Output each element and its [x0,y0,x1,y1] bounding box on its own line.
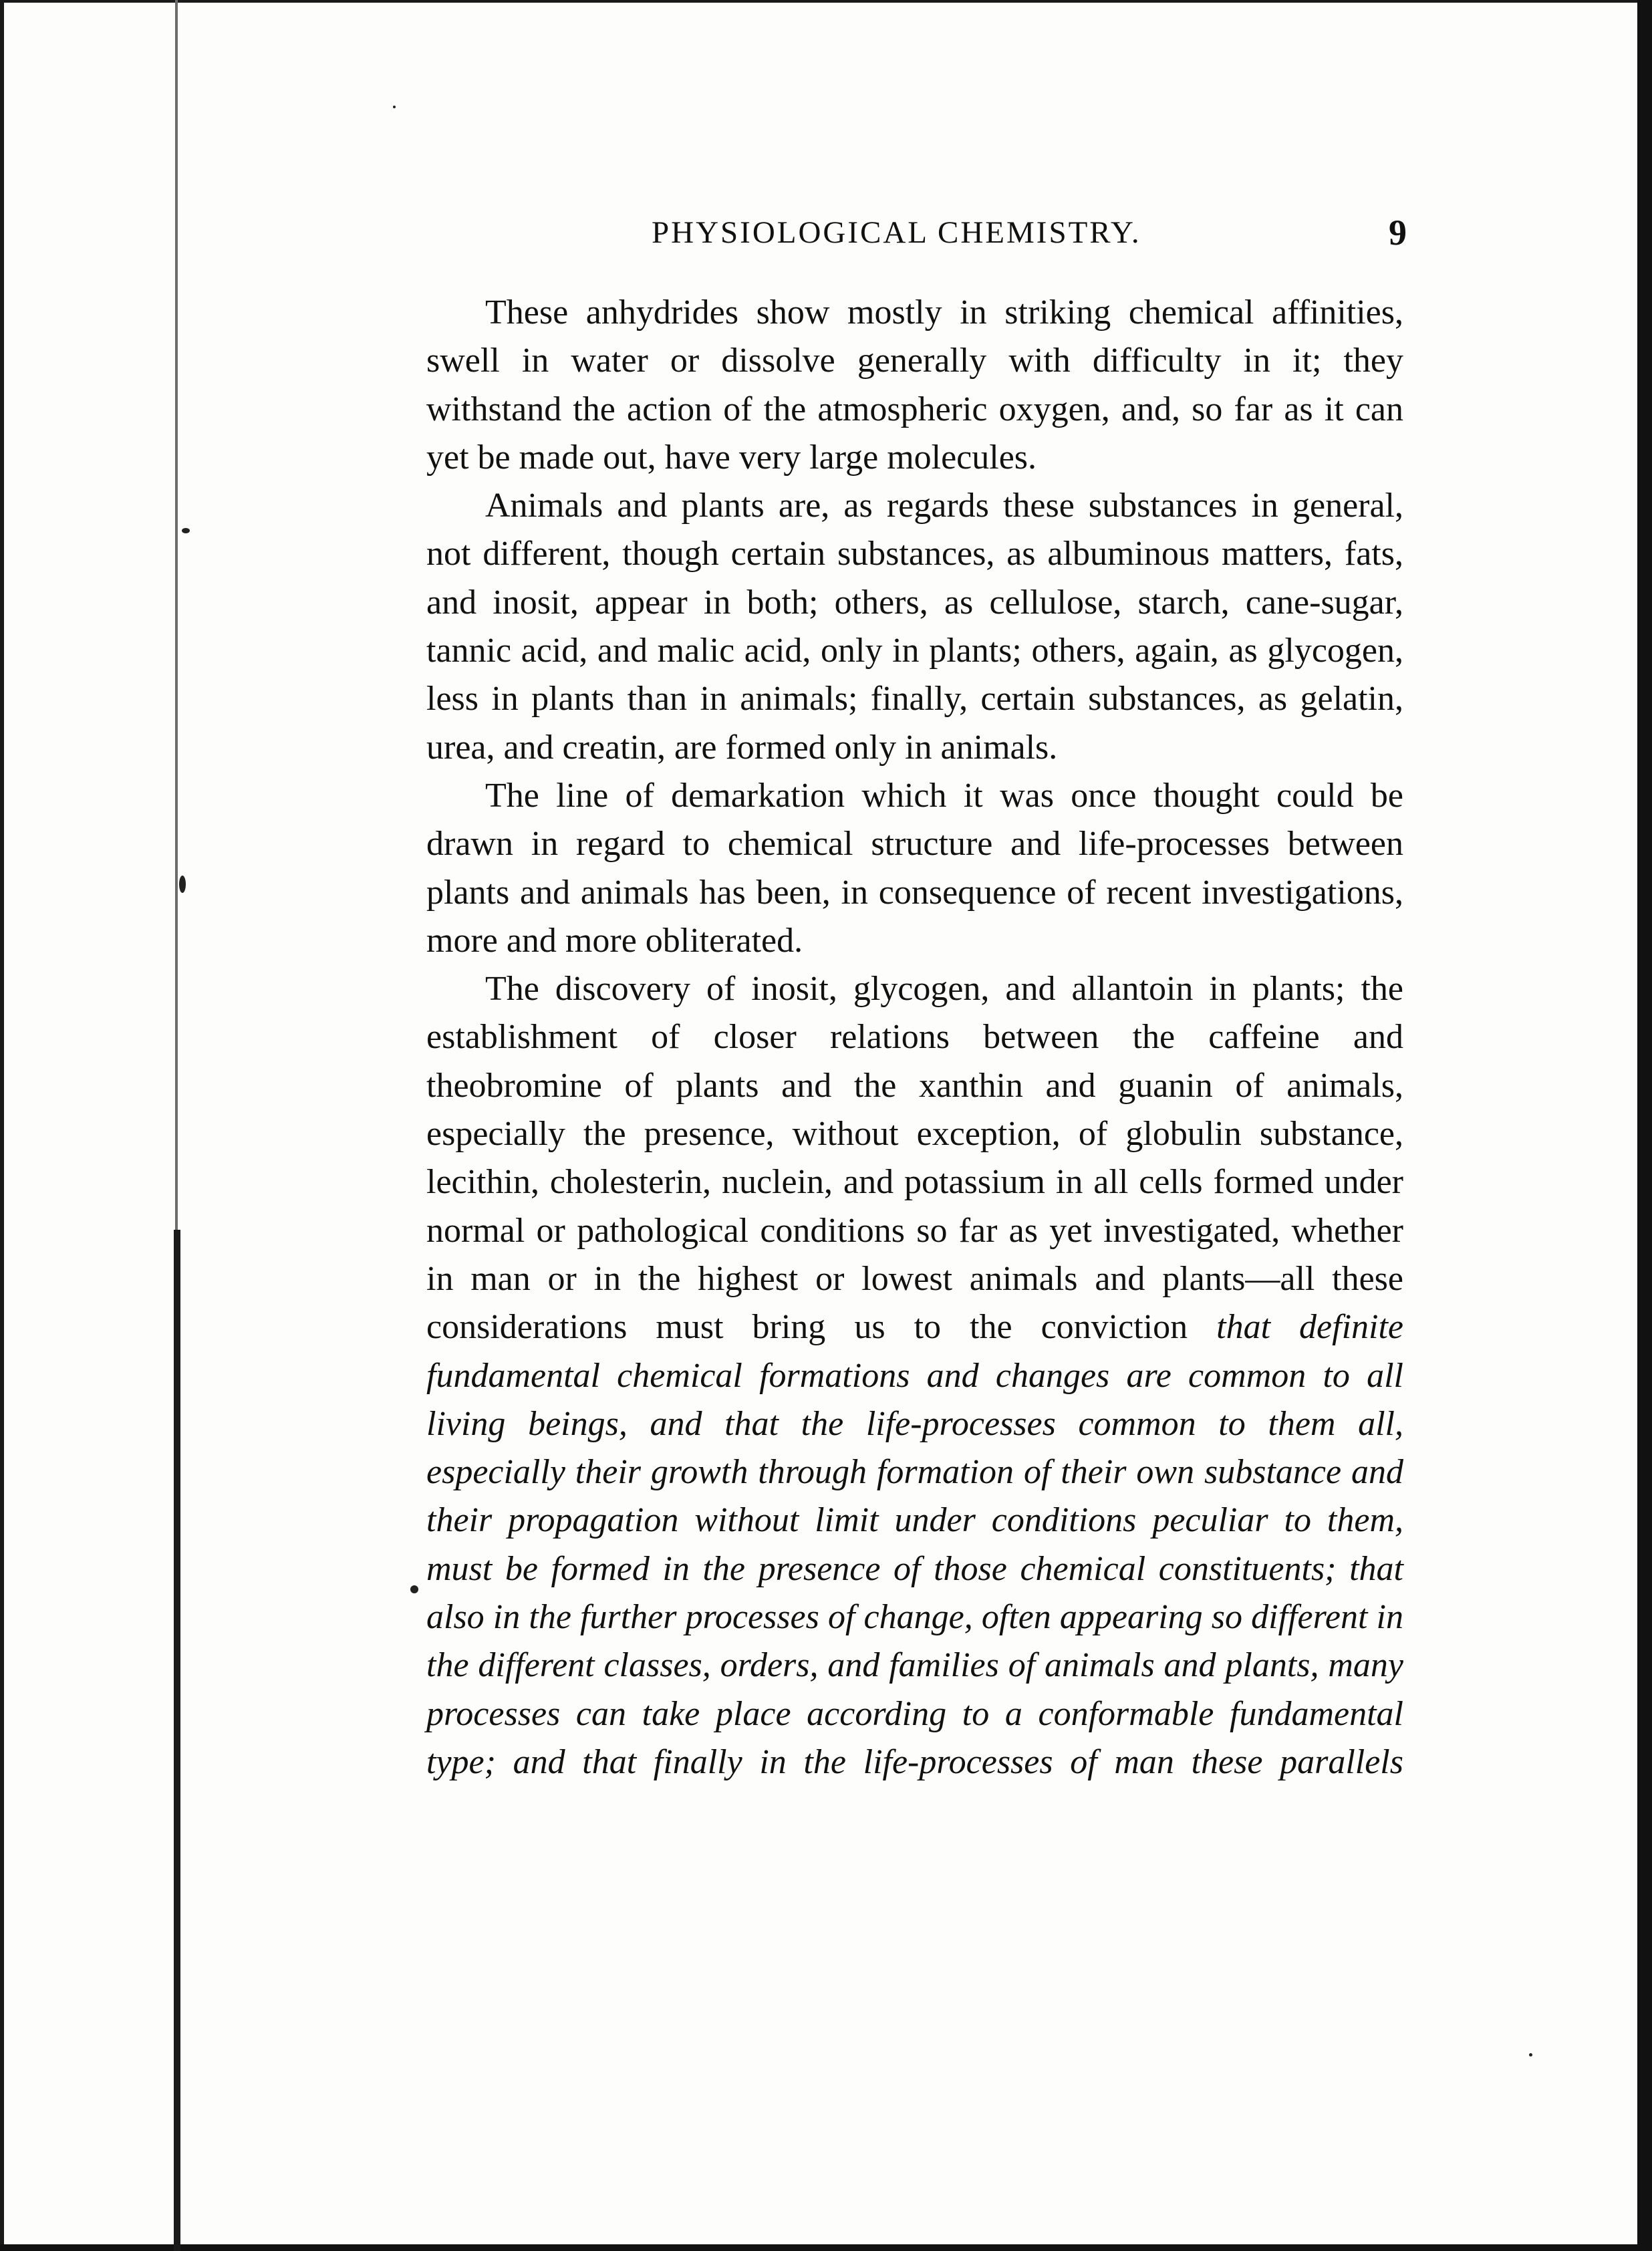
body-text [426,289,1403,1786]
paragraph-discovery [426,965,1403,1786]
running-title: PHYSIOLOGICAL CHEMISTRY. [652,215,1141,250]
paragraph-line-of-demarkation: The line of demarkation which it was once thought could be drawn in regard to chemical structure and life-processes between plants and animals has been, in consequence of recent investigations, more and more obliterated. [426,776,1403,960]
page-number: 9 [1389,213,1407,253]
scan-edge-top [0,0,1652,3]
scan-speck [393,106,396,108]
paragraph-animals-and-plants: Animals and plants are, as regards these substances in general, not different, though certain substances, as albuminous matters, fats, and inosit, appear in both; others, as cellulose, starch, cane-sugar, tannic acid, and malic acid, only in plants; others, again, as glycogen, less in plants than in animals; finally, certain substances, as gelatin, urea, and creatin, are formed only in animals. [426,487,1403,767]
running-head [424,206,1407,259]
scan-edge-left [0,0,4,2251]
paragraph-anhydrides: These anhydrides show mostly in striking chemical affinities, swell in water or dissolve generally with difficulty in it; they withstand the action of the atmospheric oxygen, and, so far as it can yet be made out, have very large molecules. [426,293,1403,477]
scan-speck [182,528,190,533]
paragraph-discovery-roman: The discovery of inosit, glycogen, and allantoin in plants; the establishment of closer relations between the caffeine and theobromine of plants and the xanthin and guanin of animals, especially the presence, without exception, of globulin substance, lecithin, cholesterin, nuclein, and potassium in all cells formed under normal or pathological conditions so far as yet investigated, whether in man or in the highest or lowest animals and plants—all these considerations must bring us to the conviction [426,970,1403,1347]
page-gutter-shadow [174,1230,180,2251]
scan-speck [179,876,186,893]
paragraph-discovery-italic: that definite fundamental chemical formations and changes are common to all living beings, and that the life-processes common to them all, especially their growth through formation of their own substance and their propagation without limit under conditions peculiar to them, must be formed in the presence of those chemical constituents; that also in the further processes of change, often appearing so different in the different classes, orders, and families of animals and plants, many processes can take place according to a conformable fundamental type; and that finally in the life-processes of man these parallels [426,1308,1404,1781]
scan-speck [1529,2053,1532,2057]
scan-edge-bottom [0,2244,1652,2251]
scan-speck [410,1585,418,1593]
scan-edge-right [1637,0,1652,2251]
